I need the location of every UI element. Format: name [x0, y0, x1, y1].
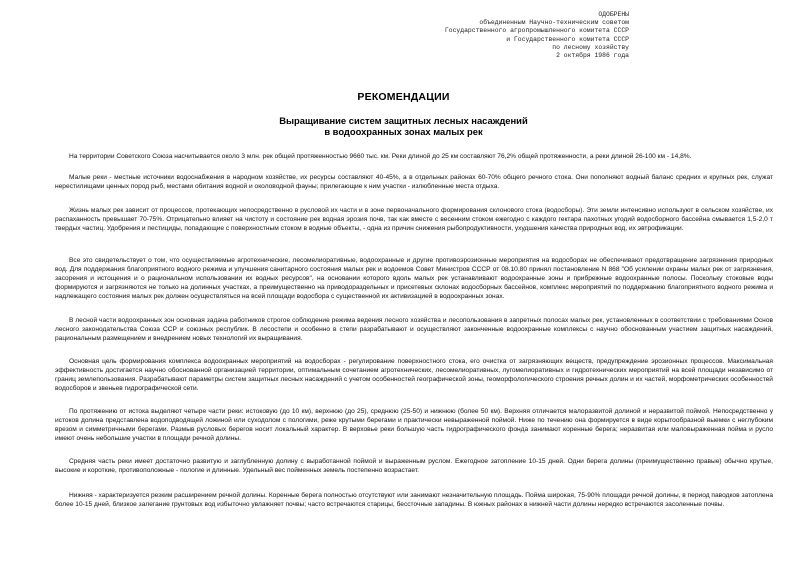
subtitle-line: в водоохранных зонах малых рек [324, 126, 483, 137]
paragraph: Основная цель формирования комплекса водоохранных мероприятий на водосборах - регулирование поверхностного стока, его очистка от загрязняющих веществ, предупреждение эрозионных процессов. Максимальная эффективность достигается научно обоснованной организацией территории, оптимальным сочетанием агротехнических, лесомелиоративных, лугомелиоративных и гидротехнических мероприятий на всей площади независимо от границ землепользования. Разрабатывают параметры систем защитных лесных насаждений с учетом особенностей географической зоны, геоморфологического строения речных долин и их частей, морфометрических особенностей водосборов и звеньев гидрографической сети. [55, 358, 773, 392]
approval-line: ОДОБРЕНЫ [598, 11, 629, 18]
paragraph: По протяжению от истока выделяют четыре части реки: истоковую (до 10 км), верхнюю (до 25), среднюю (25-50) и нижнюю (более 50 км). Верхняя отличается малоразвитой долиной и неразвитой поймой. Непосредственно у истоков долина представлена водоподводящей ложиной или суходолом с пологими, реже крутыми берегами и практически невыраженной поймой. Ниже по течению она формируется в виде корытообразной выемки с неглубоким врезом и симметричными берегами. Размыв русловых берегов носит локальный характер. В верховье реки большую часть гидрографического фонда занимают коренные берега; неразвитая или маловыраженная пойма и русло имеют очень небольшие участки в площади речной долины. [55, 408, 773, 442]
document-subtitle [0, 115, 807, 137]
subtitle-line: Выращивание систем защитных лесных насаждений [279, 115, 528, 126]
paragraph: Нижняя - характеризуется резким расширением речной долины. Коренные берега полностью отсутствуют или занимают незначительную площадь. Пойма широкая, 75-90% площади речной долины, в период паводков затоплена более 10-15 дней, близкое залегание грунтовых вод избыточно увлажняет почвы; часто встречаются старицы, бессточные западины. В южных районах в нижней части долины нередко встречаются засоленные почвы. [55, 492, 773, 508]
document-title: РЕКОМЕНДАЦИИ [357, 91, 450, 103]
paragraph: Средняя часть реки имеет достаточно развитую и заглубленную долину с выработанной поймой и выраженным руслом. Ежегодное затопление 10-15 дней. Одни берега долины (преимущественно правые) обычно крутые, высокие и короткие, противоположные - пологие и длинные. Удельный вес пойменных земель постепенно возрастает. [55, 458, 773, 474]
approval-line: и Государственного комитета СССР [506, 35, 629, 43]
paragraph: В лесной части водоохранных зон основная задача работников строгое соблюдение режима ведения лесного хозяйства и лесопользования в запретных полосах малых рек, установленных в соответствии с требованиями Основ лесного законодательства Союза ССР и союзных республик. В лесостепи и особенно в степи разрабатывают и осуществляют законченные водоохранные комплексы с научно обоснованным участием защитных насаждений, рациональным размещением и внедрением новых технологий их выращивания. [55, 317, 773, 342]
paragraph: Малые реки - местные источники водоснабжения в народном хозяйстве, их ресурсы составляют 40-45%, а в отдельных районах 60-70% общего речного стока. Они пополняют водный баланс средних и крупных рек, служат нерестилищами ценных пород рыб, местами обитания водной и околоводной фауны; прилегающие к ним участки - излюбленные места отдыха. [55, 174, 773, 190]
approval-line: Государственного агропромышленного комитета СССР [444, 27, 629, 35]
approval-line: объединенным Научно-техническим советом [479, 19, 629, 27]
paragraph: На территории Советского Союза насчитывается около 3 млн. рек общей протяженностью 9660 тыс. км. Реки длиной до 25 км составляют 76,2% общей протяженности, а реки длиной 26-100 км - 14,8%. [69, 153, 692, 160]
approval-line: 2 октября 1986 года [556, 52, 629, 60]
approval-line: по лесному хозяйству [552, 43, 629, 51]
approval-stamp [369, 11, 629, 60]
paragraph: Жизнь малых рек зависит от процессов, протекающих непосредственно в русловой их части и в зоне первоначального формирования склонового стока (водосборы). Эти земли интенсивно используют в сельском хозяйстве, их распаханность превышает 70-75%. Отрицательно влияет на чистоту и состояние рек водная эрозия почв, так как вместе с весенним стоком ежегодно с каждого гектара пахотных угодий водосборного бассейна смывается 1,5-2,0 т твердых частиц. Удобрения и пестициды, попадающие с поверхностным стоком в водные объекты, - одна из причин снижения рыбопродуктивности, ухудшения качества природных вод, их эвтрофикации. [55, 207, 773, 232]
paragraph: Все это свидетельствует о том, что осуществляемые агротехнические, лесомелиоративные, водоохранные и другие противоэрозионные мероприятия на водосборах не обеспечивают предотвращение загрязнения природных вод. Для поддержания благоприятного водного режима и улучшения санитарного состояния малых рек и водоемов Совет Министров СССР от 08.10.80 принял постановление N 868 "Об усилении охраны малых рек от загрязнения, засорения и истощения и о рациональном использовании их водных ресурсов", на основании которого вдоль малых рек устанавливают водоохранные зоны и прибрежные водоохранные полосы. Поскольку стоковые воды формируются и загрязняются не только на долинных участках, а преимущественно на приводораздельных и присетевых склонах водосборных бассейнов, комплекс мероприятий по поддержанию благоприятного водного режима и надлежащего состояния малых рек должен осуществляться на всей площади водосбора с существенной их активизацией в водоохранных зонах. [55, 257, 773, 300]
